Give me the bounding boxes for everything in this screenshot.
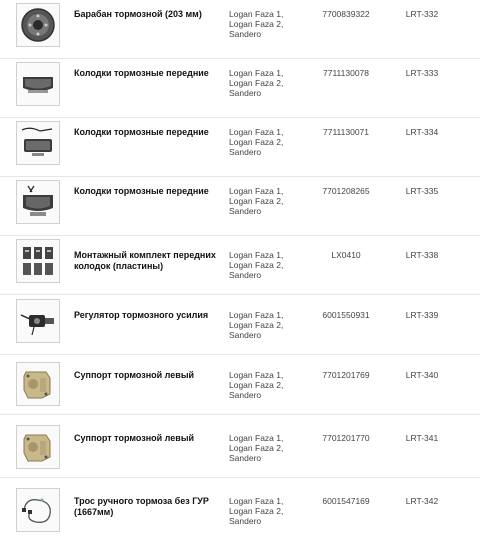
product-models [229, 250, 309, 280]
product-code: 7701208265 [322, 186, 370, 196]
product-models [229, 433, 309, 463]
model-line: Logan Faza 1, [229, 433, 284, 443]
model-line: Sandero [229, 390, 262, 400]
product-models [229, 186, 309, 216]
model-line: Logan Faza 1, [229, 250, 284, 260]
product-name[interactable]: Суппорт тормозной левый [74, 433, 195, 443]
product-thumbnail[interactable] [16, 425, 60, 469]
product-name[interactable]: Колодки тормозные передние [74, 186, 209, 196]
brake-caliper-icon [18, 364, 58, 404]
model-line: Logan Faza 1, [229, 9, 284, 19]
model-line: Sandero [229, 206, 262, 216]
product-code: 6001547169 [322, 496, 370, 506]
model-line: Sandero [229, 453, 262, 463]
brake-regulator-icon [18, 301, 58, 341]
product-thumbnail[interactable] [16, 299, 60, 343]
product-row[interactable] [0, 0, 480, 59]
handbrake-cable-icon [18, 490, 58, 530]
product-models [229, 370, 309, 400]
model-line: Logan Faza 2, [229, 380, 284, 390]
product-row[interactable] [0, 236, 480, 295]
product-thumbnail[interactable] [16, 362, 60, 406]
product-row[interactable] [0, 59, 480, 118]
model-line: Logan Faza 1, [229, 127, 284, 137]
product-name[interactable]: Колодки тормозные передние [74, 68, 209, 78]
product-thumbnail[interactable] [16, 180, 60, 224]
model-line: Logan Faza 2, [229, 78, 284, 88]
product-lrt: LRT-335 [405, 186, 439, 196]
model-line: Logan Faza 2, [229, 137, 284, 147]
product-thumbnail[interactable] [16, 121, 60, 165]
product-thumbnail[interactable] [16, 3, 60, 47]
model-line: Logan Faza 1, [229, 68, 284, 78]
product-name[interactable]: Суппорт тормозной левый [74, 370, 195, 380]
product-lrt: LRT-342 [405, 496, 439, 506]
product-lrt: LRT-341 [405, 433, 439, 443]
brake-pads-sensor-icon [18, 123, 58, 163]
product-row[interactable] [0, 356, 480, 415]
product-code: 7700839322 [322, 9, 370, 19]
model-line: Logan Faza 1, [229, 310, 284, 320]
product-row[interactable] [0, 482, 480, 541]
model-line: Sandero [229, 29, 262, 39]
product-thumbnail[interactable] [16, 488, 60, 532]
model-line: Logan Faza 2, [229, 19, 284, 29]
product-name[interactable]: Трос ручного тормоза без ГУР (1667мм) [74, 496, 209, 517]
product-row[interactable] [0, 419, 480, 478]
product-code: 6001550931 [322, 310, 370, 320]
model-line: Logan Faza 2, [229, 260, 284, 270]
model-line: Logan Faza 1, [229, 370, 284, 380]
product-models [229, 127, 309, 157]
model-line: Sandero [229, 147, 262, 157]
model-line: Logan Faza 1, [229, 186, 284, 196]
product-name[interactable]: Колодки тормозные передние [74, 127, 209, 137]
model-line: Sandero [229, 270, 262, 280]
brake-drum-icon [18, 5, 58, 45]
model-line: Sandero [229, 330, 262, 340]
brake-pads-clip-icon [18, 182, 58, 222]
product-thumbnail[interactable] [16, 62, 60, 106]
product-name[interactable]: Регулятор тормозного усилия [74, 310, 209, 320]
model-line: Logan Faza 2, [229, 320, 284, 330]
product-lrt: LRT-334 [405, 127, 439, 137]
product-lrt: LRT-339 [405, 310, 439, 320]
model-line: Sandero [229, 516, 262, 526]
model-line: Logan Faza 2, [229, 443, 284, 453]
product-name[interactable]: Барабан тормозной (203 мм) [74, 9, 202, 19]
brake-pads-icon [18, 64, 58, 104]
product-lrt: LRT-333 [405, 68, 439, 78]
product-models [229, 68, 309, 98]
product-row[interactable] [0, 118, 480, 177]
model-line: Logan Faza 1, [229, 496, 284, 506]
model-line: Sandero [229, 88, 262, 98]
product-code: 7701201770 [322, 433, 370, 443]
product-row[interactable] [0, 177, 480, 236]
product-code: 7711130078 [322, 68, 369, 78]
product-models [229, 310, 309, 340]
product-lrt: LRT-340 [405, 370, 439, 380]
product-lrt: LRT-332 [405, 9, 439, 19]
mounting-kit-icon [18, 241, 58, 281]
brake-caliper-icon [18, 427, 58, 467]
model-line: Logan Faza 2, [229, 506, 284, 516]
product-lrt: LRT-338 [405, 250, 439, 260]
product-row[interactable] [0, 296, 480, 355]
product-code: 7711130071 [322, 127, 369, 137]
product-thumbnail[interactable] [16, 239, 60, 283]
product-name[interactable]: Монтажный комплект передних колодок (пластины) [74, 250, 216, 271]
product-models [229, 496, 309, 526]
product-code: LX0410 [331, 250, 361, 260]
model-line: Logan Faza 2, [229, 196, 284, 206]
product-models [229, 9, 309, 39]
product-code: 7701201769 [322, 370, 370, 380]
